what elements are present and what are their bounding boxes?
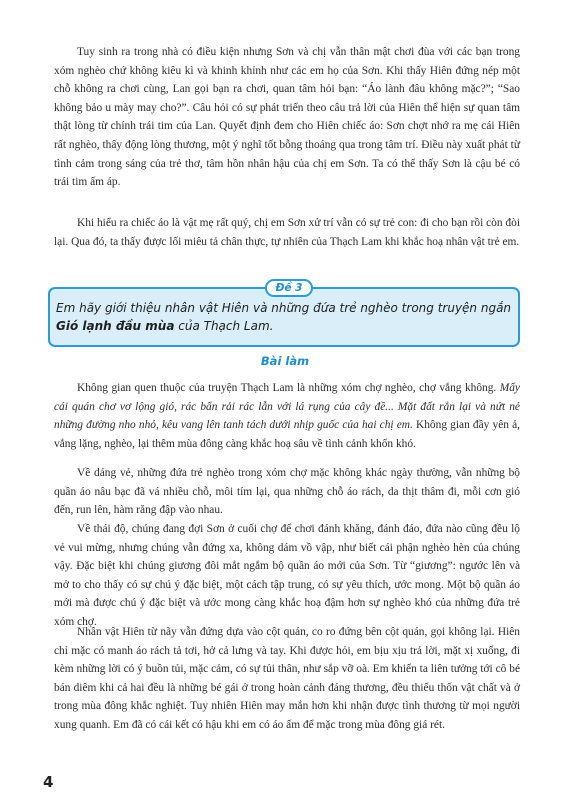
paragraph-son-and-lan: Tuy sinh ra trong nhà có điều kiện nhưng Sơn và chị vẫn thân mật chơi đùa với các bạn trong xóm nghèo chứ không kiêu kì và khinh khỉnh như các em họ của Sơn. Khi thấy Hiên đứng nép một chỗ không ra chơi cùng, Lan gọi bạn ra chơi, quan tâm hỏi bạn: “Áo lành đâu không mặc?”; “Sao không bảo u mày may cho?”. Câu hỏi có sự phát triển theo câu trả lời của Hiên thể hiện sự quan tâm thật lòng từ chính trái tim của Lan. Quyết định đem cho Hiên chiếc áo: Sơn chợt nhớ ra mẹ cái Hiên rất nghèo, thấy động lòng thương, một ý nghĩ tốt bỗng thoáng qua trong tâm trí. Điều này xuất phát từ tình cảm trong sáng của trẻ thơ, tâm hồn nhân hậu của chị em Sơn. Ta có thể thấy Sơn là cậu bé có trái tim ấm áp. (54, 46, 520, 189)
setting-conclusion: Không gian đầy yên ả, vắng lặng, nghèo, lại thêm mùa đông càng khắc hoạ sâu về tình cảnh khốn khó. (54, 419, 520, 450)
topic-text-part1: Em hãy giới thiệu nhân vật Hiên và những đứa trẻ nghèo trong truyện ngắn (56, 301, 512, 315)
paragraph-hien: Nhân vật Hiên từ nãy vẫn đứng dựa vào cột quán, co ro đứng bên cột quán, gọi không lại. Hiên chỉ mặc có manh áo rách tả tơi, hở cả lưng và tay. Khi được hỏi, em bịu xịu trả lời, mặt xị xuống, đi kèm những lời có ý buồn tủi, mặc cảm, có sự tủi thân, như sắp vỡ oà. Em khiến ta liên tưởng tới cô bé bán diêm khi cả hai đều là những bé gái ở trong hoàn cảnh đáng thương, đều thiếu thốn vật chất và ở trong mùa đông khắc nghiệt. Tuy nhiên Hiên may mắn hơn khi nhận được tình thương từ mọi người xung quanh. Em đã có cái kết có hậu khi em có áo ấm để mặc trong mùa đông giá rét. (54, 626, 520, 731)
topic-prompt (56, 300, 514, 335)
paragraph-child-behavior: Khi hiểu ra chiếc áo là vật mẹ rất quý, chị em Sơn xử trí vẫn có sự trẻ con: đi cho bạn rồi còn đòi lại. Qua đó, ta thấy được lối miêu tả chân thực, tự nhiên của Thạch Lam khi khắc hoạ nhân vật trẻ em. (54, 217, 520, 248)
paragraph-setting (54, 379, 520, 453)
topic-story-title: Gió lạnh đầu mùa (56, 318, 175, 333)
topic-text-part2: của Thạch Lam. (174, 318, 274, 333)
setting-quote: Mấy cái quán chơ vơ lộng gió, rác bẩn rải rác lẫn với lá rụng của cây đề... Mặt đất rắn lại và nứt nẻ những đường nho nhỏ, kêu vang lên tanh tách dưới nhịp guốc của hai chị em. (54, 382, 520, 432)
page-number: 4 (43, 773, 54, 791)
topic-badge: Đề 3 (265, 279, 313, 297)
section-title: Bài làm (260, 354, 310, 368)
paragraph-attitude: Về thái độ, chúng đang đợi Sơn ở cuối chợ để chơi đánh khăng, đánh đáo, đứa nào cũng đều lộ vẻ vui mừng, nhưng chúng vẫn đứng xa, không dám vồ vập, như biết cái phận nghèo hèn của chúng vậy. Đặc biệt khi chúng giương đôi mắt ngắm bộ quần áo mới của Sơn. Từ “giương”: ngước lên và mở to cho thấy có sự chú ý đặc biệt, một cách tập trung, có sự yêu thích, ước mong. Một bộ quần áo mới mà được chú ý đặc biệt và ước mong càng khắc hoạ đậm hơn sự nghèo khó của những đứa trẻ xóm chợ. (54, 523, 520, 628)
paragraph-appearance: Về dáng vẻ, những đứa trẻ nghèo trong xóm chợ mặc không khác ngày thường, vẫn những bộ quần áo nâu bạc đã vá nhiều chỗ, môi tím lại, qua những chỗ áo rách, da thịt thâm đi, mỗi cơn gió đến, run lên, hàm răng đập vào nhau. (54, 467, 520, 517)
setting-intro: Không gian quen thuộc của truyện Thạch Lam là những xóm chợ nghèo, chợ vắng không. (77, 382, 500, 394)
